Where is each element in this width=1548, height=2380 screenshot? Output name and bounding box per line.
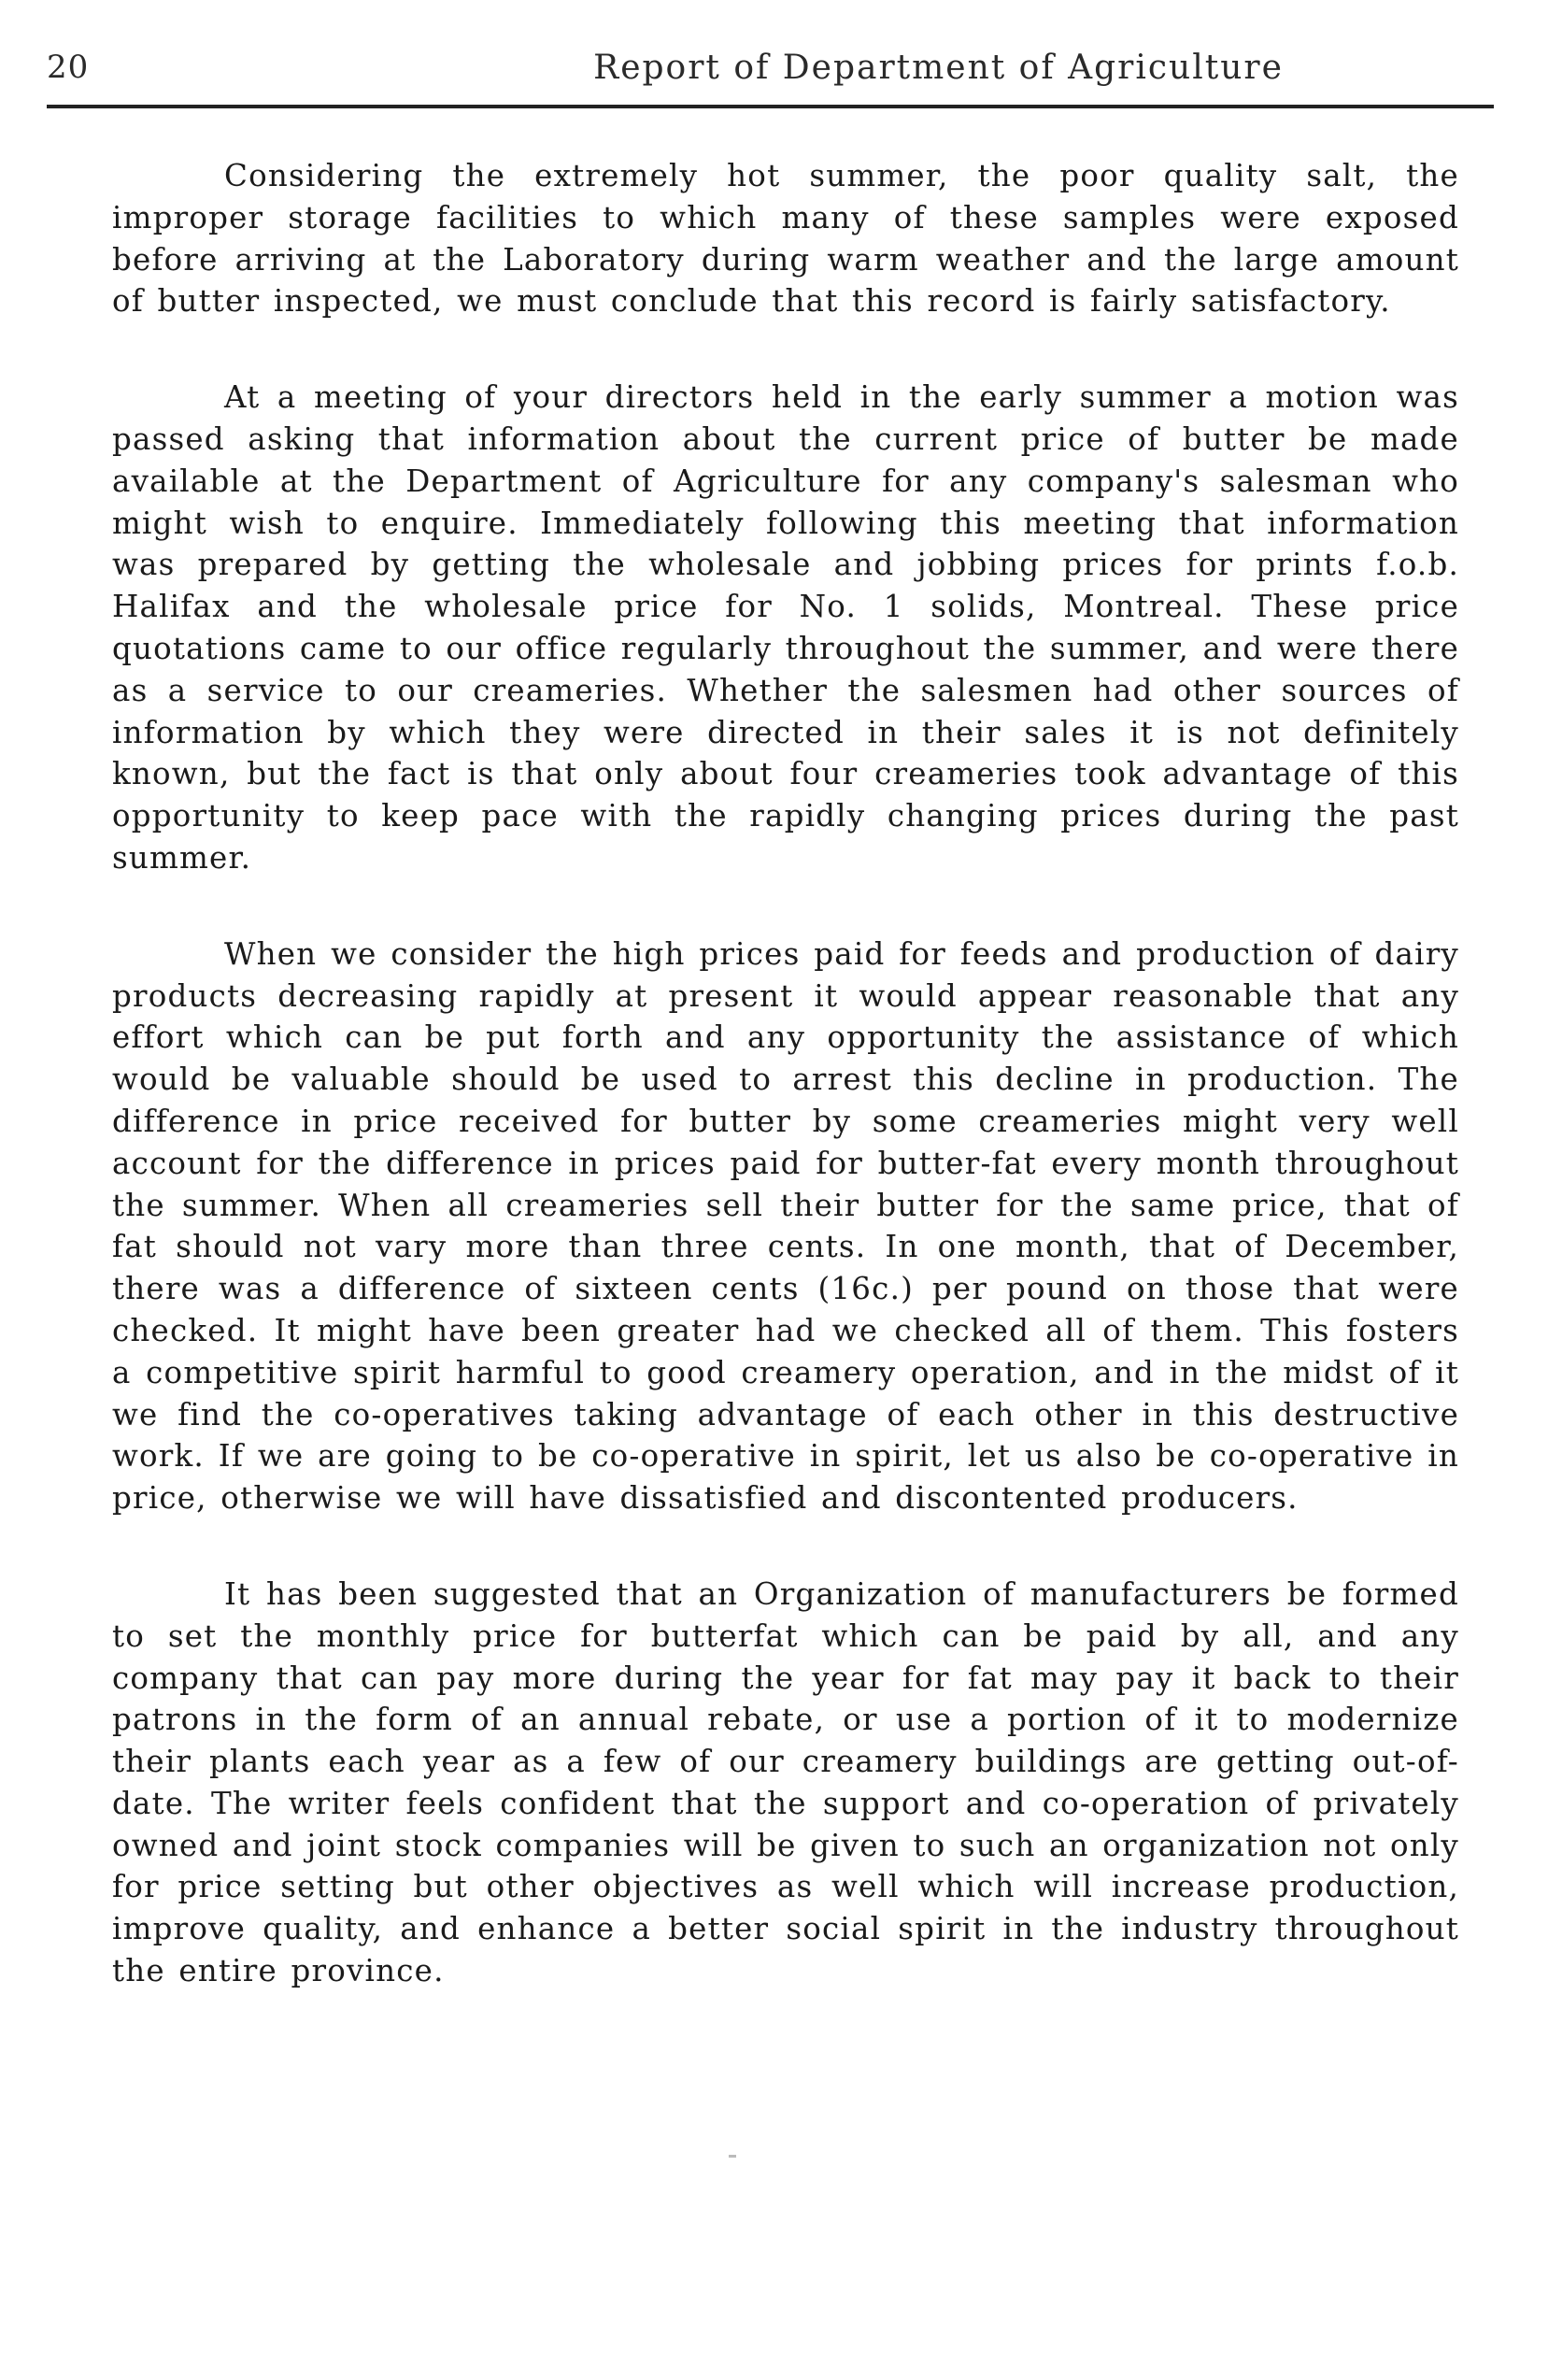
- paragraph-organization-proposal: It has been suggested that an Organization of manufacturers be formed to set the monthly price for butterfat which can be paid by all, and any company that can pay more during the year for fat may pay it back to their patrons in the form of an annual rebate, or use a portion of it to modernize their plants each year as a few of our creamery buildings are getting out-of-date. The writer feels confident that the support and co-operation of privately owned and joint stock companies will be given to such an organization not only for price setting but other objectives as well which will increase production, improve quality, and enhance a better social spirit in the industry throughout the entire province.: [112, 1575, 1459, 1989]
- paragraph-butter-record: Considering the extremely hot summer, the poor quality salt, the improper storage facilities to which many of these samples were exposed before arriving at the Laboratory during warm weather and the large amount of butter inspected, we must conclude that this record is fairly satisfactory.: [112, 158, 1459, 320]
- paragraph-price-information: At a meeting of your directors held in the early summer a motion was passed asking that information about the current price of butter be made available at the Department of Agriculture for any company's salesman who might wish to enquire. Immediately following this meeting that information was prepared by getting the wholesale and jobbing prices for prints f.o.b. Halifax and the wholesale price for No. 1 solids, Montreal. These price quotations came to our office regularly throughout the summer, and were there as a service to our creameries. Whether the salesmen had other sources of information by which they were directed in their sales it is not definitely known, but the fact is that only about four creameries took advantage of this opportunity to keep pace with the rapidly changing prices during the past summer.: [112, 379, 1459, 876]
- paragraph-price-difference: When we consider the high prices paid for feeds and production of dairy products decreasing rapidly at present it would appear reasonable that any effort which can be put forth and any opportunity the assistance of which would be valuable should be used to arrest this decline in production. The difference in price received for butter by some creameries might very well account for the difference in prices paid for butter-fat every month throughout the summer. When all creameries sell their butter for the same price, that of fat should not vary more than three cents. In one month, that of December, there was a difference of sixteen cents (16c.) per pound on those that were checked. It might have been greater had we checked all of them. This fosters a competitive spirit harmful to good creamery operation, and in the midst of it we find the co-operatives taking advantage of each other in this destructive work. If we are going to be co-operative in spirit, let us also be co-operative in price, otherwise we will have dissatisfied and discontented producers.: [112, 935, 1459, 1517]
- body-text: [112, 155, 1459, 2046]
- running-head: [47, 49, 1494, 95]
- print-speck: [729, 2155, 736, 2158]
- running-title: Report of Department of Agriculture: [593, 49, 1284, 87]
- page-number: 20: [47, 49, 90, 86]
- header-rule: [47, 105, 1494, 108]
